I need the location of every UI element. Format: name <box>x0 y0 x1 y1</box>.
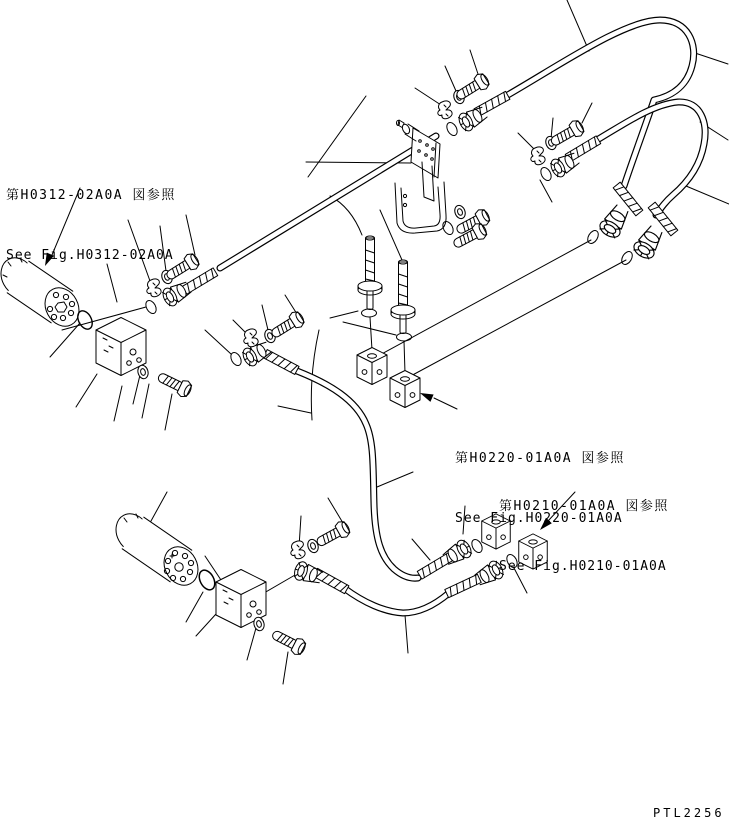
hose-flange <box>631 224 666 262</box>
hose-fitting <box>445 574 481 597</box>
o-ring <box>229 351 244 368</box>
ref-h0210-label-en: See Fig.H0210-01A0A <box>499 559 667 574</box>
hose-flange <box>597 203 632 241</box>
o-ring <box>620 250 635 267</box>
ref-h0220-label-en: See Fig.H0220-01A0A <box>455 511 623 526</box>
bolt <box>269 626 308 657</box>
ref-h0312-label-jp: 第H0312-02A0A 図参照 <box>6 188 176 203</box>
hose-fitting <box>182 268 217 294</box>
socket-bolt-1 <box>358 236 382 310</box>
hose-clamp <box>438 101 452 119</box>
hose-fitting <box>417 553 452 579</box>
manifold-block-1 <box>96 318 146 376</box>
bolt <box>314 519 353 551</box>
ref-h0312-label-en: See Fig.H0312-02A0A <box>6 248 174 263</box>
connector-block-h0220-2 <box>390 371 420 408</box>
o-ring <box>362 309 377 317</box>
bolt <box>155 369 194 399</box>
connector-block-h0220-1 <box>357 348 387 385</box>
bottom-hose <box>344 588 449 613</box>
hose-clamp <box>531 147 545 165</box>
ref-h0210 <box>499 457 669 597</box>
hose-fitting <box>313 568 349 593</box>
o-ring <box>144 299 159 316</box>
ref-h0312 <box>6 146 176 286</box>
o-ring <box>586 229 601 246</box>
arrowhead <box>420 393 434 402</box>
hose-fitting <box>613 182 643 216</box>
o-ring <box>445 121 460 138</box>
hose-fitting <box>263 350 299 375</box>
hose-clamp <box>244 329 258 347</box>
swivel-joint-2 <box>109 508 204 591</box>
washer <box>453 204 467 220</box>
hose-clamp <box>291 541 305 559</box>
socket-bolt-2 <box>391 260 415 334</box>
plate-code: PTL2256 <box>653 806 725 820</box>
o-ring <box>397 333 412 341</box>
ref-h0220-label-jp: 第H0220-01A0A 図参照 <box>455 451 625 466</box>
ref-h0210-label-jp: 第H0210-01A0A 図参照 <box>499 499 669 514</box>
